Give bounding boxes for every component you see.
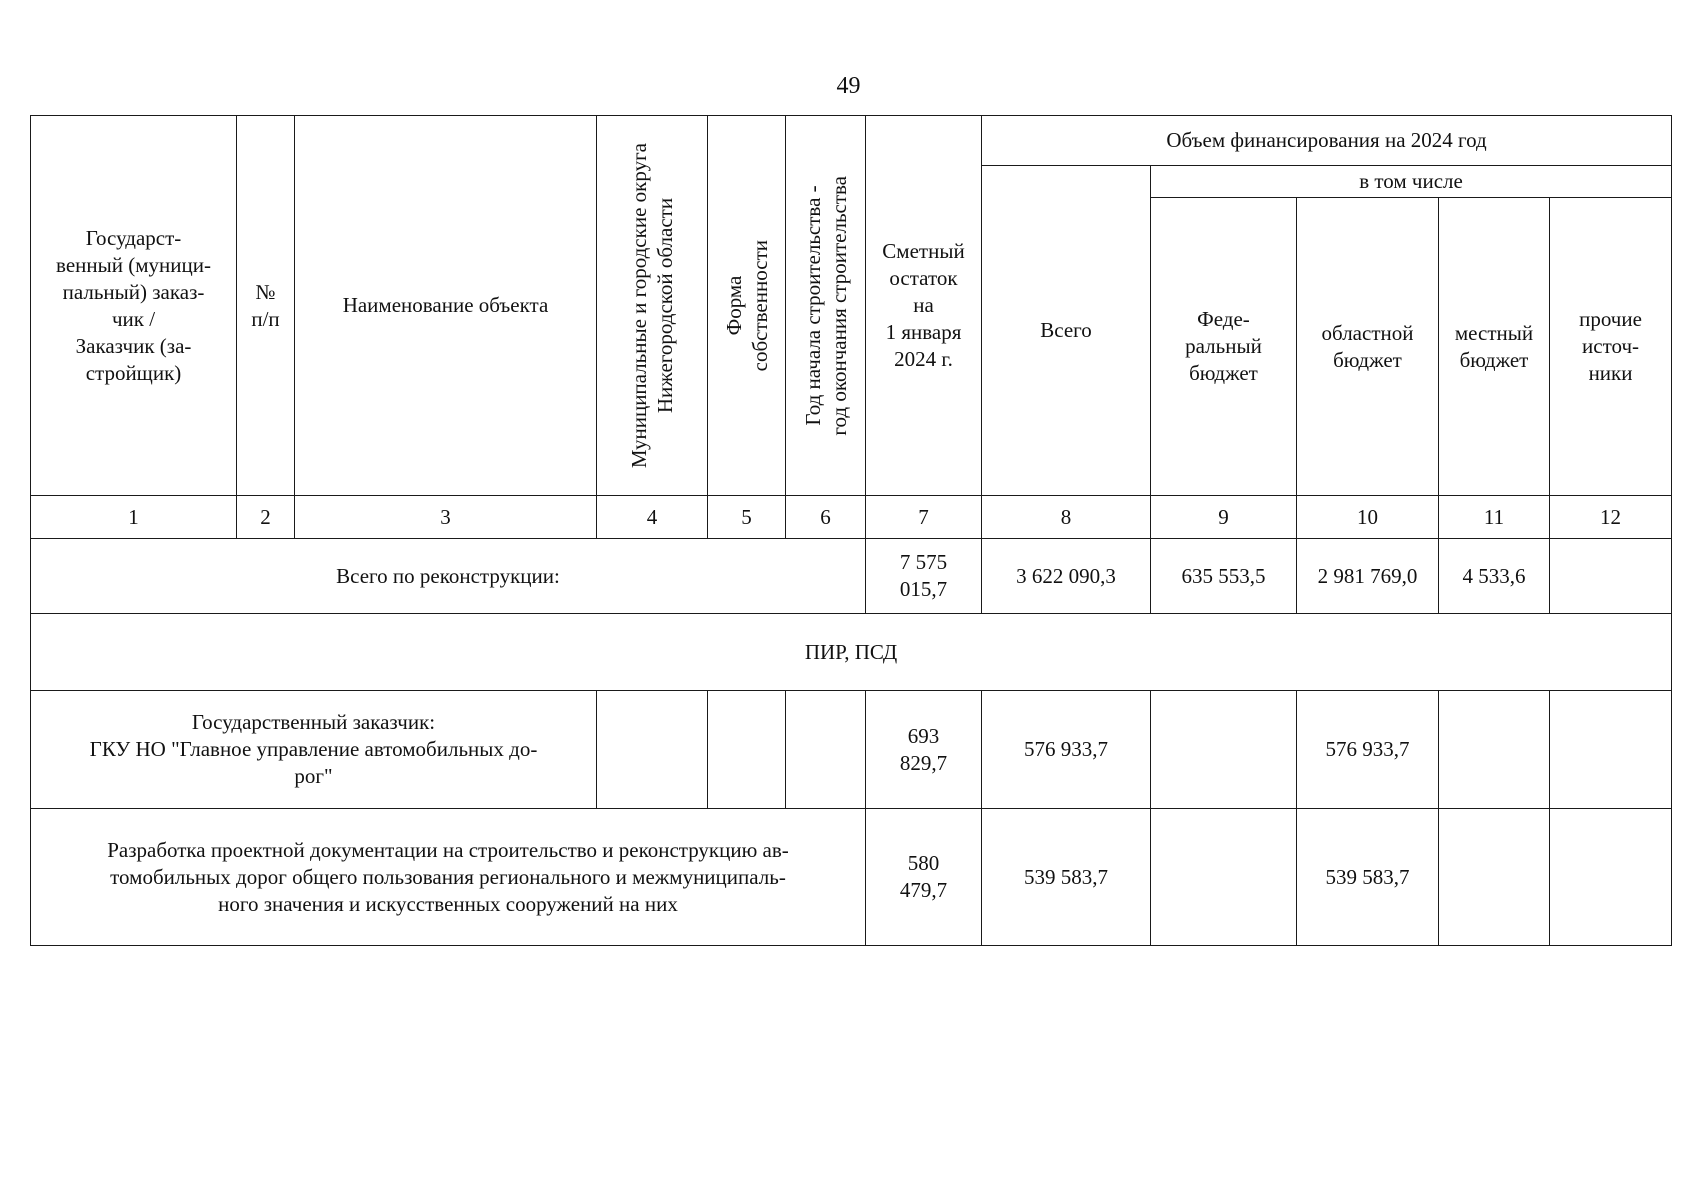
total-federal: 635 553,5	[1151, 539, 1297, 614]
item-row	[31, 809, 1672, 946]
header-local: местный бюджет	[1439, 198, 1550, 496]
column-number: 11	[1439, 496, 1550, 539]
customer-other	[1550, 691, 1672, 809]
header-municipality: Муниципальные и городские округа Нижегородской области	[627, 142, 677, 469]
header-other: прочие источ- ники	[1550, 198, 1672, 496]
header-estimate: Сметный остаток на 1 января 2024 г.	[866, 116, 982, 496]
item-federal	[1151, 809, 1297, 946]
header-funding-title: Объем финансирования на 2024 год	[982, 116, 1672, 166]
column-number: 5	[708, 496, 786, 539]
customer-estimate: 693 829,7	[866, 691, 982, 809]
column-number-row	[31, 496, 1672, 539]
item-total: 539 583,7	[982, 809, 1151, 946]
customer-federal	[1151, 691, 1297, 809]
column-number: 1	[31, 496, 237, 539]
customer-ownership	[708, 691, 786, 809]
item-label: Разработка проектной документации на строительство и реконструкцию ав- томобильных дорог общего пользования регионального и межмуниципаль- ного значения и искусственных сооружений на них	[31, 809, 866, 946]
total-sum: 3 622 090,3	[982, 539, 1151, 614]
column-number: 3	[295, 496, 597, 539]
section-title: ПИР, ПСД	[31, 614, 1672, 691]
financing-table	[30, 115, 1672, 946]
customer-municipality	[597, 691, 708, 809]
customer-total: 576 933,7	[982, 691, 1151, 809]
customer-local	[1439, 691, 1550, 809]
column-number: 8	[982, 496, 1151, 539]
header-years: Год начала строительства - год окончания строительства	[800, 175, 851, 436]
column-number: 6	[786, 496, 866, 539]
header-customer: Государст- венный (муници- пальный) заказ- чик / Заказчик (за- стройщик)	[31, 116, 237, 496]
column-number: 10	[1297, 496, 1439, 539]
customer-regional: 576 933,7	[1297, 691, 1439, 809]
header-ownership-cell	[708, 116, 786, 496]
header-including: в том числе	[1151, 166, 1672, 198]
column-number: 7	[866, 496, 982, 539]
header-years-cell	[786, 116, 866, 496]
total-local: 4 533,6	[1439, 539, 1550, 614]
header-regional: областной бюджет	[1297, 198, 1439, 496]
header-total: Всего	[982, 166, 1151, 496]
column-number: 2	[237, 496, 295, 539]
item-estimate: 580 479,7	[866, 809, 982, 946]
header-federal: Феде- ральный бюджет	[1151, 198, 1297, 496]
total-regional: 2 981 769,0	[1297, 539, 1439, 614]
customer-row	[31, 691, 1672, 809]
header-ownership: Форма собственности	[721, 239, 772, 372]
page-number: 49	[836, 73, 861, 99]
total-estimate: 7 575 015,7	[866, 539, 982, 614]
total-row	[31, 539, 1672, 614]
item-local	[1439, 809, 1550, 946]
total-label: Всего по реконструкции:	[31, 539, 866, 614]
item-regional: 539 583,7	[1297, 809, 1439, 946]
customer-years	[786, 691, 866, 809]
header-object-name: Наименование объекта	[295, 116, 597, 496]
customer-label: Государственный заказчик: ГКУ НО "Главное управление автомобильных до- рог"	[31, 691, 597, 809]
column-number: 9	[1151, 496, 1297, 539]
column-number: 4	[597, 496, 708, 539]
total-other	[1550, 539, 1672, 614]
item-other	[1550, 809, 1672, 946]
column-number: 12	[1550, 496, 1672, 539]
section-row	[31, 614, 1672, 691]
header-municipality-cell	[597, 116, 708, 496]
header-number: № п/п	[237, 116, 295, 496]
